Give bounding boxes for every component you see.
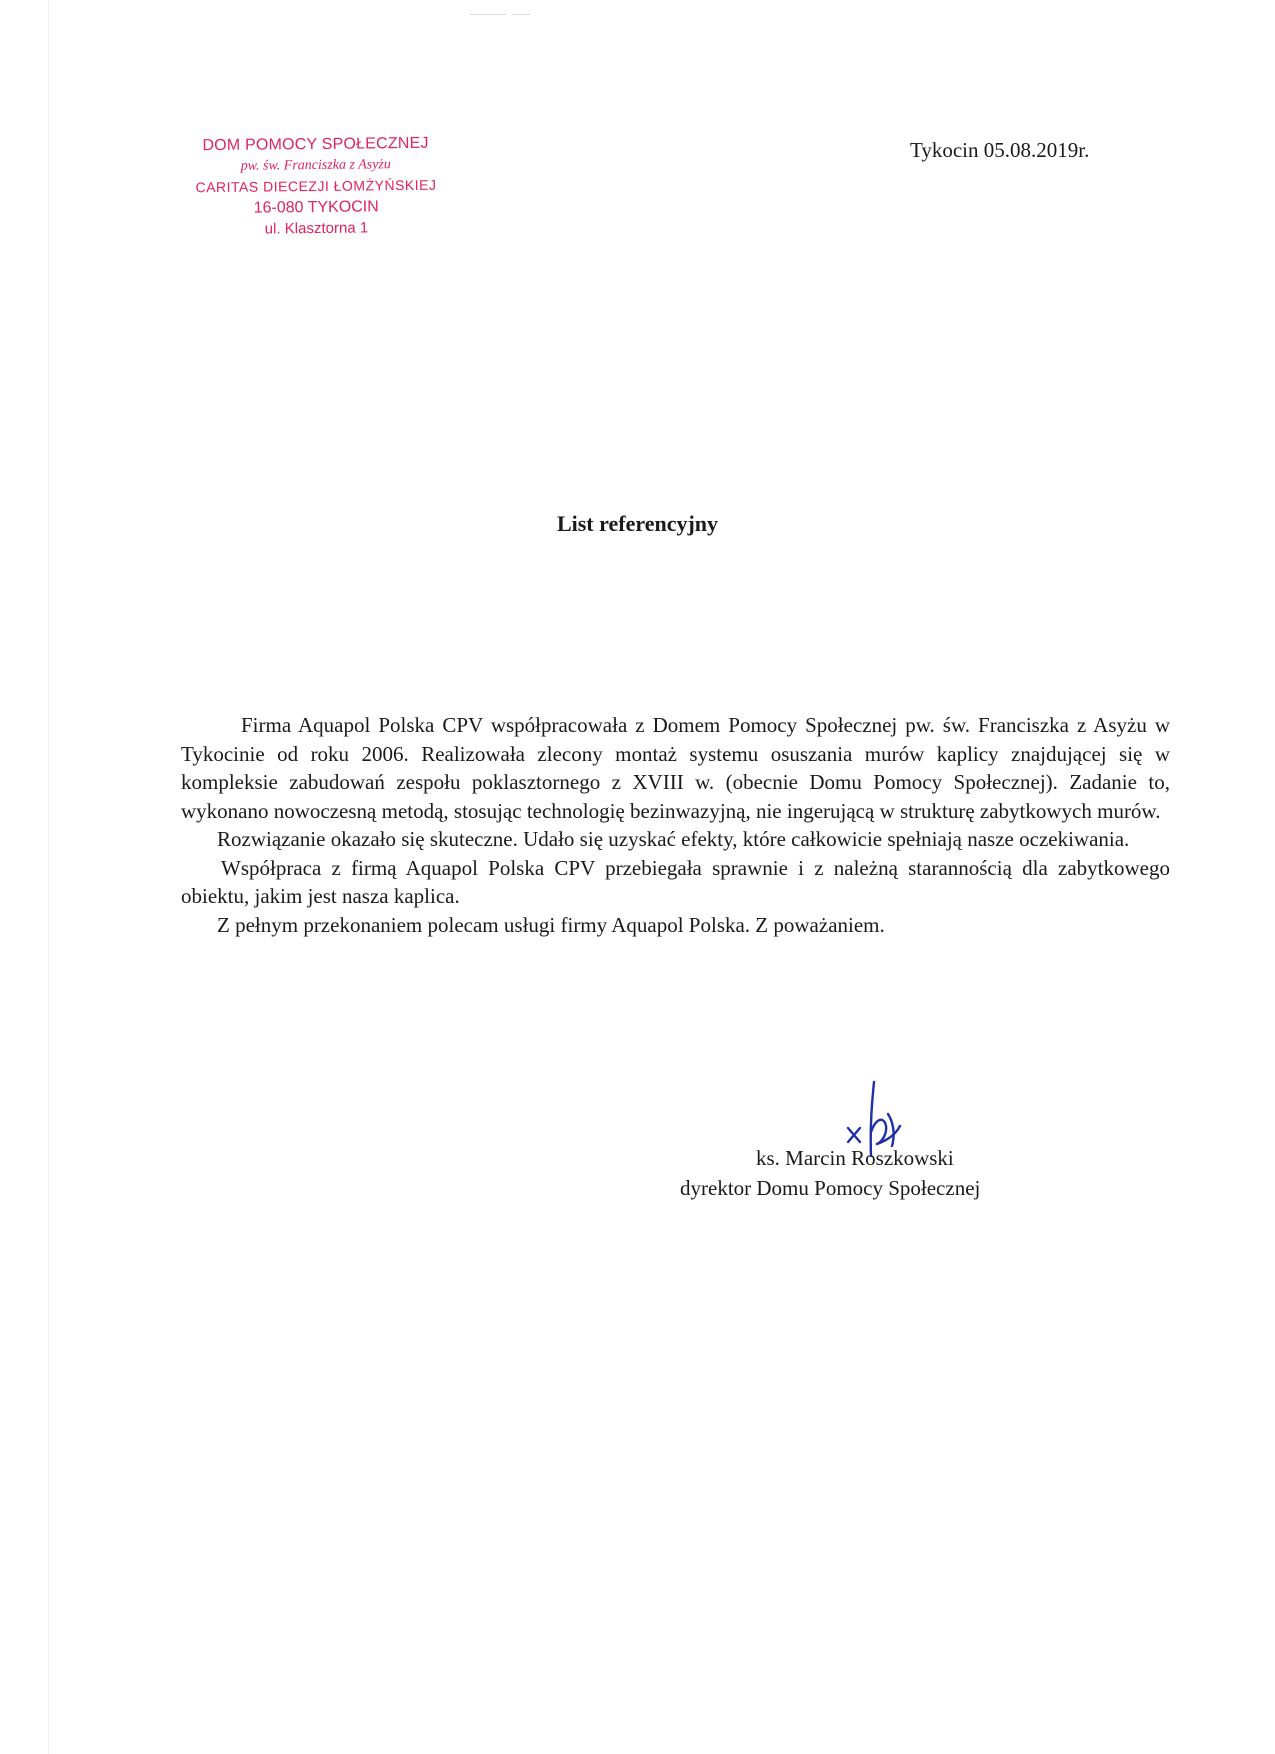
letter-title: List referencyjny <box>556 511 719 536</box>
body-paragraph: Firma Aquapol Polska CPV współpracowała z Domem Pomocy Społecznej pw. św. Franciszka z Asyżu w Tykocinie od roku 2006. Realizowała zlecony montaż systemu osuszania murów kaplicy znajdującej się w kompleksie zabudowań zespołu poklasztornego z XVIII w. (obecnie Domu Pomocy Społecznej). Zadanie to, wykonano nowoczesną metodą, stosując technologię bezinwazyjną, nie ingerującą w strukturę zabytkowych murów. <box>181 713 1170 823</box>
body-paragraph: Współpraca z firmą Aquapol Polska CPV przebiegała sprawnie i z należną starannością dla zabytkowego obiektu, jakim jest nasza kaplica. <box>181 855 1170 908</box>
signatory-role: dyrektor Domu Pomocy Społecznej <box>680 1176 981 1200</box>
letter-body <box>181 711 1170 939</box>
stamp-line-postcode: 16-080 TYKOCIN <box>253 198 379 217</box>
institution-stamp <box>165 132 466 240</box>
stamp-line-street: ul. Klasztorna 1 <box>264 219 369 238</box>
stamp-line-patron: pw. św. Franciszka z Asyżu <box>240 157 391 174</box>
body-paragraph: Rozwiązanie okazało się skuteczne. Udało się uzyskać efekty, które całkowicie spełniają nasze oczekiwania. <box>217 827 1130 851</box>
scan-mark <box>512 14 530 15</box>
letter-date: Tykocin 05.08.2019r. <box>910 138 1090 162</box>
scan-edge <box>48 0 49 1754</box>
signature-block <box>680 1143 1050 1203</box>
body-paragraph: Z pełnym przekonaniem polecam usługi firmy Aquapol Polska. Z poważaniem. <box>217 912 885 937</box>
signatory-name: ks. Marcin Roszkowski <box>756 1146 954 1170</box>
scan-mark <box>470 14 506 15</box>
stamp-line-name: DOM POMOCY SPOŁECZNEJ <box>202 134 429 155</box>
stamp-line-caritas: CARITAS DIECEZJI ŁOMŻYŃSKIEJ <box>195 176 437 196</box>
